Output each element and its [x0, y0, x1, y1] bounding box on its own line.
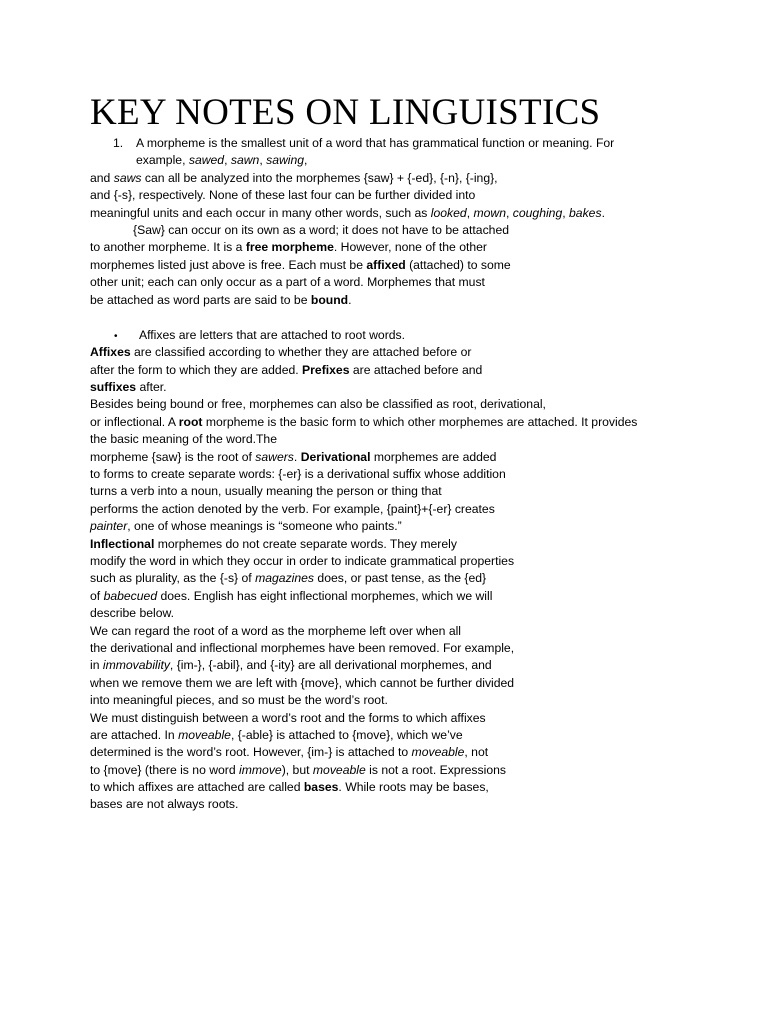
text-line: the derivational and inflectional morphemes have been removed. For example, — [90, 640, 515, 655]
italic-term: saws — [113, 170, 142, 185]
text-run: morphemes listed just above is free. Each must be — [90, 257, 367, 272]
italic-term: magazines — [255, 571, 315, 586]
italic-term: moveable — [312, 762, 366, 777]
text-line: performs the action denoted by the verb. For example, {paint}+{-er} creates — [90, 501, 495, 516]
text-run: does, or past tense, as the {ed} — [314, 571, 487, 586]
text-run: . While roots may be bases, — [338, 780, 489, 795]
bold-term: bases — [303, 780, 339, 795]
text-run: ), but — [281, 762, 313, 777]
text-run: or inflectional. A — [90, 414, 179, 429]
text-line — [90, 657, 690, 674]
italic-term: bakes — [569, 205, 602, 220]
text-line: modify the word in which they occur in order to indicate grammatical properties — [90, 553, 515, 568]
text-run: , — [304, 153, 308, 168]
text-line: {Saw} can occur on its own as a word; it does not have to be attached — [133, 222, 510, 237]
text-run: morpheme is the basic form to which other morphemes are attached. It provides — [202, 414, 638, 429]
text-run: after the form to which they are added. — [90, 362, 303, 377]
text-line — [90, 239, 690, 256]
text-run: , — [505, 205, 513, 220]
text-run: , {-able} is attached to {move}, which we’ve — [230, 727, 463, 742]
italic-term: immove — [239, 762, 282, 777]
bold-term: Derivational — [300, 449, 371, 464]
text-line — [90, 727, 690, 744]
text-line — [90, 344, 690, 361]
bold-term: Inflectional — [90, 536, 155, 551]
text-run: . — [293, 449, 301, 464]
text-run: such as plurality, as the {-s} of — [90, 571, 256, 586]
bold-term: affixed — [366, 257, 406, 272]
text-line — [90, 779, 690, 796]
text-run: after. — [136, 380, 167, 395]
italic-term: babecued — [103, 588, 158, 603]
text-line: to forms to create separate words: {-er} is a derivational suffix whose addition — [90, 467, 506, 482]
text-run: meaningful units and each occur in many other words, such as — [90, 205, 431, 220]
text-run: be attached as word parts are said to be — [90, 292, 311, 307]
text-run: . However, none of the other — [333, 240, 487, 255]
text-run: , — [562, 205, 570, 220]
list-item-1-line-2 — [90, 152, 690, 169]
text-run: . — [601, 205, 605, 220]
text-line: and {-s}, respectively. None of these last four can be further divided into — [90, 188, 476, 203]
text-run: , one of whose meanings is “someone who paints.” — [127, 519, 402, 534]
bold-term: Prefixes — [302, 362, 350, 377]
italic-term: immovability — [102, 658, 170, 673]
text-line: when we remove them we are left with {move}, which cannot be further divided — [90, 675, 515, 690]
text-line: bases are not always roots. — [90, 797, 239, 812]
bold-term: Affixes — [90, 345, 131, 360]
italic-term: painter — [90, 519, 128, 534]
text-line — [90, 362, 690, 379]
bold-term: free morpheme — [245, 240, 334, 255]
text-run: , — [466, 205, 474, 220]
text-line — [90, 536, 690, 553]
italic-term: sawed — [188, 153, 225, 168]
list-item-1-line-1 — [90, 135, 690, 152]
bold-term: bound — [310, 292, 349, 307]
text-line — [90, 449, 690, 466]
italic-term: coughing — [512, 205, 563, 220]
text-run: A morpheme is the smallest unit of a word that has grammatical function or meaning. For — [136, 136, 615, 150]
text-run: Affixes are letters that are attached to root words. — [139, 327, 406, 342]
italic-term: sawing — [266, 153, 305, 168]
text-run: , {im-}, {-abil}, and {-ity} are all derivational morphemes, and — [169, 658, 492, 673]
text-line — [90, 379, 690, 396]
text-run: and — [90, 170, 114, 185]
text-run: can all be analyzed into the morphemes {saw} + {-ed}, {-n}, {-ing}, — [141, 170, 498, 185]
text-run: , not — [464, 745, 489, 760]
text-line — [90, 588, 690, 605]
page-title: KEY NOTES ON LINGUISTICS — [90, 92, 601, 133]
italic-term: looked — [430, 205, 467, 220]
text-run: morphemes do not create separate words. They merely — [154, 536, 457, 551]
text-run: . — [348, 292, 352, 307]
text-line — [90, 744, 690, 761]
text-run: of — [90, 588, 104, 603]
text-run: in — [90, 658, 103, 673]
paragraph-gap — [90, 309, 690, 327]
text-line: describe below. — [90, 606, 175, 621]
text-run: (attached) to some — [405, 257, 511, 272]
text-line — [90, 257, 690, 274]
text-line: Besides being bound or free, morphemes can also be classified as root, derivational, — [90, 397, 546, 412]
text-line — [90, 205, 690, 222]
text-line: into meaningful pieces, and so must be the word’s root. — [90, 693, 388, 708]
bullet-marker: • — [114, 330, 118, 342]
text-run: to which affixes are attached are called — [90, 780, 304, 795]
list-number: 1. — [113, 136, 124, 150]
text-run: example, — [136, 153, 189, 168]
text-line — [90, 570, 690, 587]
text-line — [90, 414, 690, 431]
text-run: is not a root. Expressions — [365, 762, 506, 777]
italic-term: moveable — [178, 727, 231, 742]
document-body — [90, 135, 690, 814]
text-run: morpheme {saw} is the root of — [90, 449, 256, 464]
italic-term: sawn — [230, 153, 260, 168]
text-run: are classified according to whether they are attached before or — [130, 345, 472, 360]
text-line: other unit; each can only occur as a part of a word. Morphemes that must — [90, 275, 485, 290]
text-run: , — [259, 153, 267, 168]
text-line: the basic meaning of the word.The — [90, 432, 277, 447]
italic-term: moveable — [411, 745, 465, 760]
text-line — [90, 170, 690, 187]
text-run: determined is the word’s root. However, {im-} is attached to — [90, 745, 412, 760]
text-run: , — [224, 153, 231, 168]
italic-term: sawers — [255, 449, 294, 464]
text-run: to another morpheme. It is a — [90, 240, 246, 255]
text-run: are attached. In — [90, 727, 179, 742]
text-line: We can regard the root of a word as the morpheme left over when all — [90, 623, 462, 638]
italic-term: mown — [473, 205, 506, 220]
text-line — [90, 762, 690, 779]
text-run: are attached before and — [349, 362, 483, 377]
text-line: turns a verb into a noun, usually meaning the person or thing that — [90, 484, 442, 499]
bullet-item — [90, 327, 690, 344]
bold-term: root — [178, 414, 203, 429]
text-run: morphemes are added — [370, 449, 497, 464]
text-run: to {move} (there is no word — [90, 762, 240, 777]
text-run: does. English has eight inflectional morphemes, which we will — [157, 588, 493, 603]
bold-term: suffixes — [90, 380, 137, 395]
text-line: We must distinguish between a word’s root and the forms to which affixes — [90, 710, 486, 725]
text-line — [90, 292, 690, 309]
text-line — [90, 518, 690, 535]
